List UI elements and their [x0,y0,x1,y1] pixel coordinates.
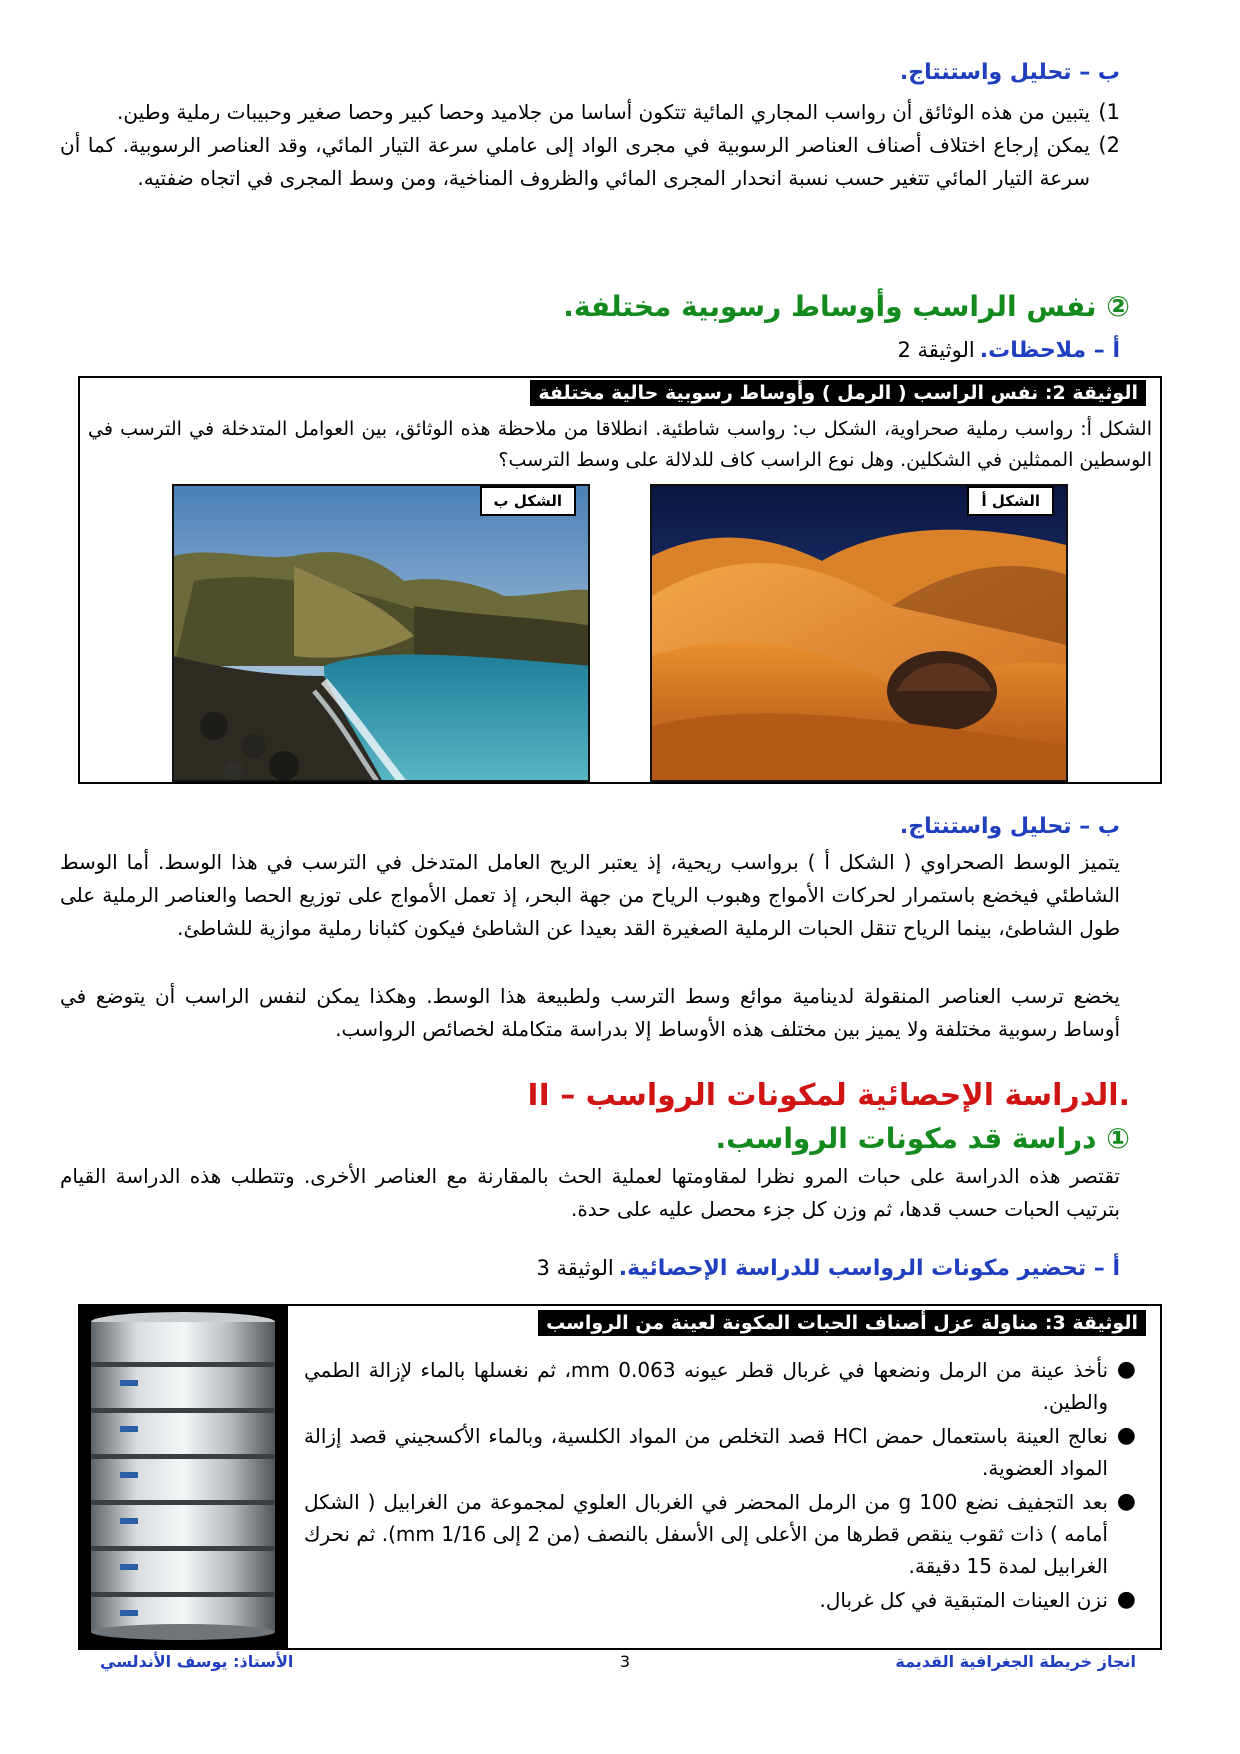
list-item [304,1486,1140,1582]
list-item [60,96,1120,129]
preparation-heading [220,1256,1120,1281]
document-2-title [530,380,1146,406]
procedure-step-4: نزن العينات المتبقية في كل غربال. [819,1588,1108,1612]
section-heading-2: ② نفس الراسب وأوساط رسوبية مختلفة. [563,290,1130,323]
document-2-box [78,376,1162,784]
preparation-title: أ – تحضير مكونات الرواسب للدراسة الإحصائية. [618,1256,1120,1281]
analysis-list-1 [60,96,1120,195]
analysis-paragraph-1: يتميز الوسط الصحراوي ( الشكل أ ) برواسب ريحية، إذ يعتبر الريح العامل المتدخل في الترسب في هذا الوسط. أما الوسط الشاطئي فيخضع باستمرار لحركات الأمواج وهبوب الرياح من جهة البحر، إذ تعمل الأمواج على توزيع الحصا والعناصر الرملية على طول الشاطئ، بينما الرياح تنقل الحبات الرملية الصغيرة القد بعيدا عن الشاطئ فيكون كثبانا رملية موازية للشاطئ. [60,850,1120,940]
sieve-stack-photo [80,1306,288,1648]
item-text: يمكن إرجاع اختلاف أصناف العناصر الرسوبية في مجرى الواد إلى عاملي سرعة التيار المائي، وقد العناصر الرسوبية. كما أن سرعة التيار المائي تتغير حسب نسبة انحدار المجرى المائي والظروف المناخية، ومن وسط المجرى في اتجاه ضفتيه. [60,133,1090,190]
analysis-heading-1: ب – تحليل واستنتاج. [899,60,1120,85]
analysis-heading-2: ب – تحليل واستنتاج. [899,814,1120,839]
desert-photo [650,484,1068,782]
document-2-title-bar: الوثيقة 2: نفس الراسب ( الرمل ) وأوساط رسوبية حالية مختلفة [530,380,1146,406]
figure-a-label: الشكل أ [967,486,1054,516]
grain-size-heading: ① دراسة قد مكونات الرواسب. [715,1122,1130,1155]
coast-cliff-illustration [174,486,590,782]
procedure-list [304,1354,1140,1618]
list-item [60,129,1120,195]
document-3-title-bar: الوثيقة 3: مناولة عزل أصناف الحبات المكونة لعينة من الرواسب [538,1310,1146,1336]
footer-title: انجاز خريطة الجغرافية القديمة [895,1652,1136,1671]
item-number: 1) [1098,100,1120,124]
procedure-step-1: نأخذ عينة من الرمل ونضعها في غربال قطر عيونه 0.063 mm، ثم نغسلها بالماء لإزالة الطمي والطين. [304,1358,1109,1414]
list-item [304,1354,1140,1418]
footer-author: الأستاذ: يوسف الأندلسي [100,1652,294,1671]
document-2-text: الشكل أ: رواسب رملية صحراوية، الشكل ب: رواسب شاطئية. انطلاقا من ملاحظة هذه الوثائق، بين العوامل المتدخلة في الترسب في الوسطين الممثلين في الشكلين. وهل نوع الراسب كاف للدلالة على وسط الترسب؟ [88,418,1152,471]
item-text: يتبين من هذه الوثائق أن رواسب المجاري المائية تتكون أساسا من جلاميد وحصا كبير وحصا صغير وحبيبات رملية وطين. [117,100,1090,124]
list-item [304,1584,1140,1616]
procedure-step-2: نعالج العينة باستعمال حمض HCl قصد التخلص من المواد الكلسية، وبالماء الأكسجيني قصد إزالة المواد العضوية. [304,1424,1109,1480]
sieve-stack-illustration [80,1306,286,1648]
bullet-icon: ● [1116,1489,1136,1514]
document-3-box [78,1304,1162,1650]
figure-b-label: الشكل ب [480,486,576,516]
bullet-icon: ● [1116,1357,1136,1382]
observations-heading [520,338,1120,363]
bullet-icon: ● [1116,1587,1136,1612]
coast-photo [172,484,590,782]
analysis-paragraph-2: يخضع ترسب العناصر المنقولة لدينامية موائع وسط الترسب ولطبيعة هذا الوسط. وهكذا يمكن لنفس الراسب أن يتوضع في أوساط رسوبية مختلفة ولا يميز بين مختلف هذه الأوساط إلا بدراسة متكاملة لخصائص الرواسب. [60,984,1120,1041]
list-item [304,1420,1140,1484]
document-3-title [538,1310,1146,1336]
observations-title: أ – ملاحظات. [979,338,1120,363]
desert-dunes-illustration [652,486,1068,782]
item-number: 2) [1098,133,1120,157]
section-heading-3: II – الدراسة الإحصائية لمكونات الرواسب. [527,1078,1130,1113]
procedure-step-3: بعد التجفيف نضع 100 g من الرمل المحضر في الغربال العلوي لمجموعة من الغرابيل ( الشكل أمامه ) ذات ثقوب ينقص قطرها من الأعلى إلى الأسفل بالنصف (من 2 إلى 1/16 mm). ثم نحرك الغرابيل لمدة 15 دقيقة. [304,1490,1109,1578]
doc-ref-3: الوثيقة 3 [536,1256,614,1280]
grain-size-intro: تقتصر هذه الدراسة على حبات المرو نظرا لمقاومتها لعملية الحث بالمقارنة مع العناصر الأخرى. وتتطلب هذه الدراسة القيام بترتيب الحبات حسب قدها، ثم وزن كل جزء محصل عليه على حدة. [60,1164,1120,1221]
bullet-icon: ● [1116,1423,1136,1448]
doc-ref-2: الوثيقة 2 [897,338,975,362]
page-number: 3 [619,1652,631,1671]
